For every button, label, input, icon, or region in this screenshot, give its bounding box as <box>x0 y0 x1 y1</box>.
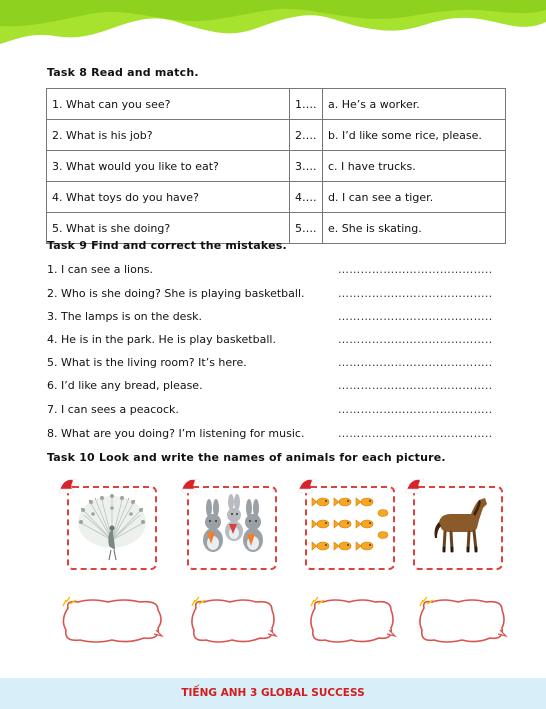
table-row <box>47 89 506 120</box>
horse-icon <box>415 488 501 568</box>
answer-blank[interactable]: ………………………………….. <box>338 263 493 276</box>
mistake-sentence: 5. What is the living room? It’s here. <box>47 356 247 369</box>
header-wave-decoration <box>0 0 546 50</box>
answer-blank-cell[interactable]: 1…. <box>290 89 323 120</box>
answer-blank[interactable]: ………………………………….. <box>338 379 493 392</box>
mistake-sentence: 7. I can sees a peacock. <box>47 403 179 416</box>
answer-blank[interactable]: ………………………………….. <box>338 356 493 369</box>
answer-blank-cell[interactable]: 2…. <box>290 120 323 151</box>
mistake-sentence: 6. I’d like any bread, please. <box>47 379 203 392</box>
footer-title: TIẾNG ANH 3 GLOBAL SUCCESS <box>181 687 365 699</box>
answer-blank[interactable]: ………………………………….. <box>338 333 493 346</box>
answer-blank[interactable]: ………………………………….. <box>338 287 493 300</box>
answer-blank-cell[interactable]: 4…. <box>290 182 323 213</box>
mistake-sentence: 8. What are you doing? I’m listening for music. <box>47 427 305 440</box>
question-cell: 5. What is she doing? <box>47 213 290 244</box>
table-row <box>47 151 506 182</box>
answer-bubble-1[interactable] <box>58 596 166 650</box>
rabbits-picture <box>187 486 277 570</box>
goldfish-icon <box>307 488 393 568</box>
santa-hat-icon <box>297 476 317 494</box>
task9-title: Task 9 Find and correct the mistakes. <box>47 239 287 252</box>
option-cell: a. He’s a worker. <box>323 89 506 120</box>
answer-blank[interactable]: ………………………………….. <box>338 427 493 440</box>
mistake-sentence: 3. The lamps is on the desk. <box>47 310 203 323</box>
santa-hat-icon <box>405 476 425 494</box>
santa-hat-icon <box>180 476 200 494</box>
answer-blank-cell[interactable]: 5…. <box>290 213 323 244</box>
rabbits-icon <box>189 488 275 568</box>
table-row <box>47 182 506 213</box>
mistake-sentence: 1. I can see a lions. <box>47 263 154 276</box>
mistake-sentence: 2. Who is she doing? She is playing basketball. <box>47 287 305 300</box>
option-cell: c. I have trucks. <box>323 151 506 182</box>
horse-picture <box>413 486 503 570</box>
answer-bubble-3[interactable] <box>307 596 397 650</box>
answer-bubble-2[interactable] <box>188 596 278 650</box>
option-cell: e. She is skating. <box>323 213 506 244</box>
answer-blank[interactable]: ………………………………….. <box>338 403 493 416</box>
option-cell: d. I can see a tiger. <box>323 182 506 213</box>
answer-bubble-4[interactable] <box>416 596 508 650</box>
peacock-picture <box>67 486 157 570</box>
question-cell: 3. What would you like to eat? <box>47 151 290 182</box>
task8-title: Task 8 Read and match. <box>47 66 199 79</box>
answer-blank[interactable]: ………………………………….. <box>338 310 493 323</box>
table-row <box>47 120 506 151</box>
goldfish-picture <box>305 486 395 570</box>
match-table <box>46 88 506 244</box>
peacock-icon <box>69 488 155 568</box>
question-cell: 4. What toys do you have? <box>47 182 290 213</box>
option-cell: b. I’d like some rice, please. <box>323 120 506 151</box>
mistake-sentence: 4. He is in the park. He is play basketball. <box>47 333 276 346</box>
task10-title: Task 10 Look and write the names of animals for each picture. <box>47 451 446 464</box>
question-cell: 2. What is his job? <box>47 120 290 151</box>
question-cell: 1. What can you see? <box>47 89 290 120</box>
answer-blank-cell[interactable]: 3…. <box>290 151 323 182</box>
santa-hat-icon <box>58 476 78 494</box>
